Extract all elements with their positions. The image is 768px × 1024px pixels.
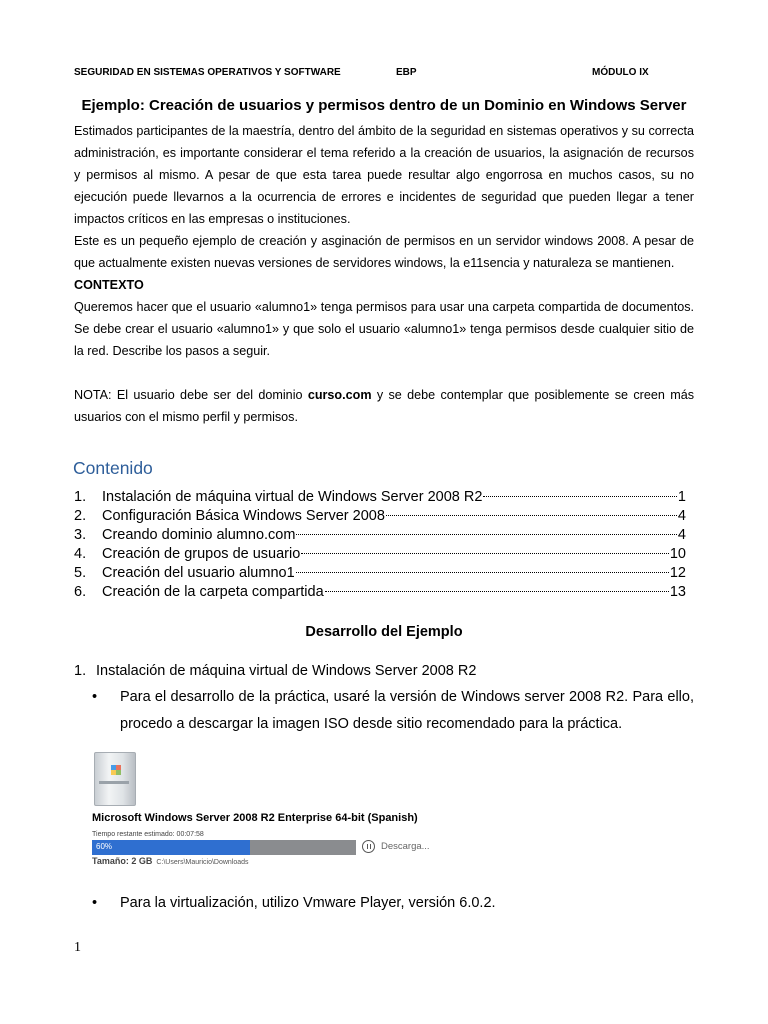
context-paragraph: Queremos hacer que el usuario «alumno1» tenga permisos para usar una carpeta compartida de documentos. Se debe crear el usuario «alumno1» y que solo el usuario «alumno1» tenga permisos desde cualquier sitio de la red. Describe los pasos a seguir. <box>74 300 694 358</box>
toc-leader-dots <box>325 577 669 596</box>
download-size: Tamaño: 2 GB <box>92 856 153 866</box>
document-title: Ejemplo: Creación de usuarios y permisos dentro de un Dominio en Windows Server <box>81 97 687 114</box>
toc-item-number: 1. <box>74 489 87 505</box>
toc-item-number: 2. <box>74 508 87 524</box>
toc-item-page: 12 <box>669 565 686 581</box>
step-1-number: 1. <box>74 663 87 679</box>
note-domain: curso.com <box>307 388 372 402</box>
bullet-text: Para la virtualización, utilizo Vmware Player, versión 6.0.2. <box>120 895 496 911</box>
download-percent: 60% <box>96 842 113 851</box>
toc-item-label: Creación de grupos de usuario <box>102 546 301 562</box>
download-size-row <box>92 856 249 866</box>
toc-item-page: 4 <box>677 508 686 524</box>
product-box-icon <box>94 752 136 806</box>
download-progress-fill <box>92 840 250 855</box>
note-paragraph <box>74 384 694 428</box>
intro-section <box>74 120 694 428</box>
toc-item-number: 6. <box>74 584 87 600</box>
bullet-icon: • <box>92 895 98 911</box>
intro-paragraph-1: Estimados participantes de la maestría, dentro del ámbito de la seguridad en sistemas operativos y su correcta administración, es importante considerar el tema referido a la creación de usuarios, la asignación de recursos y permisos al mismo. A pesar de que esta tarea puede resultar algo engorrosa en muchos casos, su no ejecución puede llevarnos a la ocurrencia de errores e incidentes de seguridad que pueden llegar a tener impactos críticos en las empresas o instituciones. <box>74 124 694 226</box>
toc-item-label: Configuración Básica Windows Server 2008 <box>102 508 385 524</box>
step-1-heading <box>74 663 476 679</box>
development-heading: Desarrollo del Ejemplo <box>305 624 463 640</box>
note-text-end: y se debe contemplar que posiblemente se creen más usuarios con el mismo perfil y permisos. <box>74 388 694 424</box>
toc-item-number: 5. <box>74 565 87 581</box>
toc-heading: Contenido <box>73 458 153 478</box>
toc-leader-dots <box>386 501 677 520</box>
header-course: SEGURIDAD EN SISTEMAS OPERATIVOS Y SOFTWARE <box>74 67 341 78</box>
toc-item[interactable] <box>74 482 686 505</box>
windows-logo-icon <box>111 765 121 775</box>
step-1-title: Instalación de máquina virtual de Windows Server 2008 R2 <box>96 663 477 679</box>
toc-leader-dots <box>296 520 676 539</box>
context-heading: CONTEXTO <box>74 278 144 292</box>
header-code: EBP <box>396 67 417 78</box>
toc-item-label: Creación de la carpeta compartida <box>102 584 324 600</box>
page-header <box>74 67 694 81</box>
toc-item-page: 4 <box>677 527 686 543</box>
bullet-icon: • <box>92 689 98 705</box>
bullet-item <box>92 684 694 738</box>
table-of-contents <box>74 482 686 600</box>
intro-paragraph-2: Este es un pequeño ejemplo de creación y asginación de permisos en un servidor windows 2008. A pesar de que actualmente existen nuevas versiones de servidores windows, la e11sencia y naturaleza se mantienen. <box>74 234 694 270</box>
toc-item-number: 4. <box>74 546 87 562</box>
toc-leader-dots <box>483 482 676 501</box>
download-progress-bar <box>92 840 356 855</box>
note-text-start: NOTA: El usuario debe ser del dominio <box>74 388 308 402</box>
toc-leader-dots <box>296 558 669 577</box>
toc-item-label: Creación del usuario alumno1 <box>102 565 295 581</box>
download-path: C:\Users\Mauricio\Downloads <box>156 859 249 866</box>
toc-item-page: 10 <box>669 546 686 562</box>
download-action-label[interactable]: Descarga... <box>381 841 430 852</box>
download-product-name: Microsoft Windows Server 2008 R2 Enterprise 64-bit (Spanish) <box>92 812 418 824</box>
bullet-text: Para el desarrollo de la práctica, usaré la versión de Windows server 2008 R2. Para ello, procedo a descargar la imagen ISO desde sitio recomendado para la práctica. <box>120 689 694 732</box>
toc-item-page: 1 <box>677 489 686 505</box>
header-module: MÓDULO IX <box>592 67 649 78</box>
blank-line <box>74 362 694 384</box>
toc-leader-dots <box>301 539 669 558</box>
box-stripe <box>99 781 129 784</box>
pause-icon[interactable] <box>362 840 375 853</box>
toc-item-number: 3. <box>74 527 87 543</box>
toc-item-label: Instalación de máquina virtual de Windows Server 2008 R2 <box>102 489 483 505</box>
toc-item-label: Creando dominio alumno.com <box>102 527 296 543</box>
bullet-item <box>92 890 694 917</box>
toc-item-page: 13 <box>669 584 686 600</box>
download-time-remaining: Tiempo restante estimado: 00:07:58 <box>92 831 204 838</box>
download-screenshot <box>90 748 435 870</box>
page-number: 1 <box>74 940 81 955</box>
